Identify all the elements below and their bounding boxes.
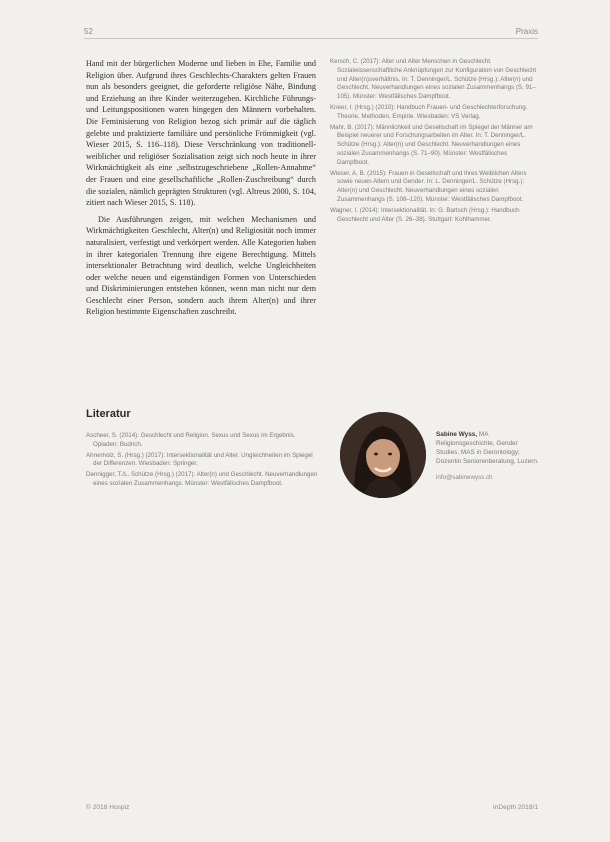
author-portrait [340, 412, 426, 498]
reference-item: Wieser, A. B. (2015): Frauen in Gesellschaft und ihres Weiblichen Alters sowie neuen Altern und Gender. In: L. Denninger/L. Schütze (Hrsg.): Alter(n) und Geschlecht. Neuverhandlungen eines sozialen Zusammenhangs (S. 108–120). Münster: Westfälisches Dampfboot. [330, 169, 527, 203]
running-title: Praxis [515, 27, 538, 36]
footer-copyright: © 2018 Hospiz [86, 804, 130, 811]
footer-issue: InDepth 2018/1 [492, 804, 538, 811]
header-rule [84, 38, 538, 39]
right-reference-list [330, 58, 538, 226]
reference-item: Kersch, C. (2017): Alter und Alter Menschen in Geschlecht. Sozialwissenschaftliche Anknüpfungen zur Konfiguration von Geschlecht und Alter(n)sverhältnis. In: T. Denninger/L. Schütze (Hrsg.): Alter(n) und Geschlecht. Neuverhandlungen eines sozialen Zusammenhangs (S. 91–105). Münster: Westfälisches Dampfboot. [330, 58, 537, 101]
page-number: 52 [84, 27, 93, 36]
author-name: Sabine Wyss, [436, 431, 478, 438]
reference-item: Mahr, B. (2017): Männlichkeit und Gesellschaft im Spiegel der Männer am Beispiel neuerer und Forschungsarbeiten im Alter. In: T. Denninger/L. Schütze (Hrsg.): Alter(n) und Geschlecht. Neuverhandlungen eines sozialen Zusammenhangs (S. 71–90). Münster: Westfälisches Dampfboot. [330, 123, 533, 166]
body-paragraph: Hand mit der bürgerlichen Moderne und lieben in Ehe, Familie und Religion über. Aufgrund ihres Geschlechts-Charakters gelten Frauen nun als besonders geeignet, die geforderte religiöse Nähe, Bindung und Erziehung an ihre Kinder weiterzugeben. Kirchliche Führungs- und Leitungspositionen waren hingegen den Männern vorbehalten. Die Feminisierung von Religion bezog sich primär auf die täglich gelebte und praktizierte familiäre und persönliche Frömmigkeit (vgl. Wieser 2015, S. 116–118). Diese Verschränkung von traditionell-weiblicher und religiöser Sozialisation zeigt sich noch heute in ihrer Wirkmächtigkeit als eine ‚selbstzugeschriebene „Rollen-Annahme“ der Frauen und eine gesellschaftliche „Rollen-Zuschreibung“ durch die sozialen, nämlich geprägten Strukturen (vgl. Altreus 2000, S. 104, zitiert nach Wieser 2015, S. 118). [86, 59, 316, 208]
reference-item: Wagner, I. (2014): Intersektionalität. In: G. Bartsch (Hrsg.): Handbuch Geschlecht und Alter (S. 26–38). Stuttgart: Kohlhammer. [330, 206, 520, 223]
body-paragraph: Die Ausführungen zeigen, mit welchen Mechanismen und Wirkmächtigkeiten Geschlecht, Alter(n) und Religiosität noch immer naturalisiert, verfestigt und verkörpert werden. Alle Kategorien haben in ihrer kategorialen Trennung ihre eigene Berechtigung. Mittels intersektionaler Betrachtung wird deutlich, welche Ungleichheiten oder welche neuen und eigenständigen Formen von Unterschieden und Diskriminierungen entstehen können, wenn man nicht nur dem Geschlecht einer Person, sondern auch ihrem Alter(n) und ihrer Religion bestimmte Eigenschaften zuschreibt. [86, 214, 316, 317]
author-portrait-image [340, 412, 426, 498]
reference-item: Kneer, I. (Hrsg.) (2010): Handbuch Frauen- und Geschlechterforschung. Theorie, Methoden, Empirie. Wiesbaden: VS Verlag. [330, 103, 528, 120]
body-column [86, 58, 316, 323]
author-description: MA Religionsgeschichte, Gender Studies; MAS in Gerontology; Dozentin Seniorenberatung, Luzern. [436, 431, 539, 465]
author-website[interactable]: info@sabinewyss.ch [436, 474, 493, 481]
literature-heading: Literatur [86, 408, 131, 420]
reference-item: Ahrenholz, S. (Hrsg.) (2017): Intersektionalität und Alter. Ungleichheiten im Spiegel der Differenzen. Wiesbaden: Springer. [86, 451, 313, 468]
reference-item: Dennigger, T./L. Schütze (Hrsg.) (2017): Alter(n) und Geschlecht. Neuverhandlungen eines sozialen Zusammenhangs. Münster: Westfälisches Dampfboot. [86, 471, 318, 487]
literature-list [86, 432, 322, 491]
author-bio [436, 430, 540, 466]
reference-item: Ascheer, S. (2014): Geschlecht und Religion. Sexus und Sexus im Ergebnis. Opladen: Budrich. [86, 432, 296, 448]
